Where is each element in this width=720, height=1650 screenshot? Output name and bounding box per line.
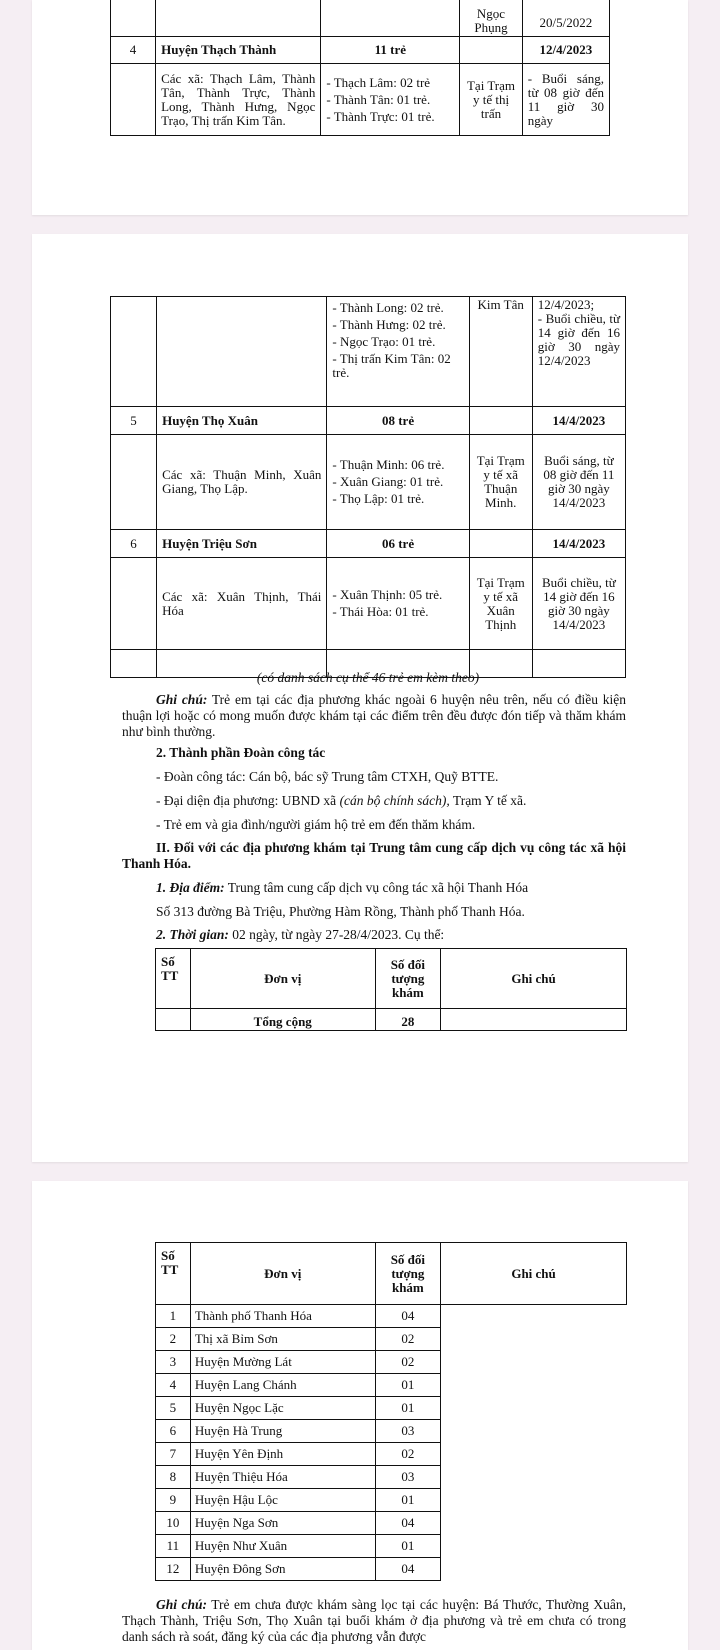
communes-cell: Các xã: Thuận Minh, Xuân Giang, Thọ Lập. (157, 435, 327, 530)
row-unit: Huyện Như Xuân (190, 1535, 375, 1558)
table-row (156, 1558, 627, 1581)
district-date: 14/4/2023 (532, 407, 625, 435)
col-count: Số đối tượng khám (375, 1243, 440, 1305)
row-unit: Huyện Lang Chánh (190, 1374, 375, 1397)
table-row (156, 1397, 627, 1420)
section-2-title: 2. Thành phần Đoàn công tác (156, 745, 326, 760)
detail-line: - Thị trấn Kim Tân: 02 trẻ. (332, 351, 451, 380)
place-cell: Tại Trạm y tế thị trấn (460, 64, 522, 136)
row-count: 02 (375, 1443, 440, 1466)
table-row (156, 1443, 627, 1466)
district-name: Huyện Thọ Xuân (157, 407, 327, 435)
row-unit: Thị xã Bỉm Sơn (190, 1328, 375, 1351)
center-table-header (155, 948, 627, 1031)
row-no: 9 (156, 1489, 191, 1512)
detail-line: - Thạch Lâm: 02 trẻ (326, 74, 431, 90)
col-unit: Đơn vị (190, 1243, 375, 1305)
row-no: 2 (156, 1328, 191, 1351)
col-no: Số TT (156, 1243, 191, 1305)
table-row (156, 1420, 627, 1443)
district-count: 06 trẻ (327, 530, 469, 558)
place-cell: Kim Tân (469, 297, 532, 407)
col-count: Số đối tượng khám (375, 949, 440, 1009)
district-no: 5 (111, 407, 157, 435)
detail-line: - Ngọc Trạo: 01 trẻ. (332, 334, 436, 349)
detail-line: - Xuân Thịnh: 05 trẻ. (332, 587, 443, 602)
address-line: Số 313 đường Bà Triệu, Phường Hàm Rồng, Thành phố Thanh Hóa. (156, 904, 525, 919)
row-no: 6 (156, 1420, 191, 1443)
schedule-table-2 (110, 296, 626, 678)
row-unit: Huyện Mường Lát (190, 1351, 375, 1374)
detail-line: - Thọ Lập: 01 trẻ. (332, 491, 425, 506)
col-note: Ghi chú (441, 1243, 627, 1305)
attached-list-note: (có danh sách cụ thể 46 trẻ em kèm theo) (256, 670, 480, 685)
detail-line: - Thành Hưng: 02 trẻ. (332, 317, 446, 332)
row-unit: Thành phố Thanh Hóa (190, 1305, 375, 1328)
table-row (156, 1305, 627, 1328)
table-row (156, 1512, 627, 1535)
details-cell (327, 558, 469, 650)
row-no: 7 (156, 1443, 191, 1466)
time-cell: Buổi sáng, từ 08 giờ đến 11 giờ 30 ngày 14/4/2023 (532, 435, 625, 530)
details-cell (327, 297, 469, 407)
table-row (156, 1535, 627, 1558)
units-body (156, 1305, 627, 1581)
col-unit: Đơn vị (190, 949, 375, 1009)
district-count: 08 trẻ (327, 407, 469, 435)
total-value: 28 (375, 1009, 440, 1031)
row-count: 01 (375, 1535, 440, 1558)
row-no: 3 (156, 1351, 191, 1374)
note-paragraph: Ghi chú: Trẻ em tại các địa phương khác ngoài 6 huyện nêu trên, nếu có điều kiện thuận lợi hoặc có mong muốn được khám tại các điểm trên đều được đón tiếp và thăm khám như bình thường. (122, 692, 627, 739)
row-count: 02 (375, 1351, 440, 1374)
district-name: Huyện Thạch Thành (156, 37, 321, 64)
detail-line: - Thái Hòa: 01 trẻ. (332, 604, 429, 619)
row-no: 10 (156, 1512, 191, 1535)
row-no: 12 (156, 1558, 191, 1581)
row-count: 04 (375, 1512, 440, 1535)
row-no: 8 (156, 1466, 191, 1489)
district-date: 14/4/2023 (532, 530, 625, 558)
detail-line: - Thành Long: 02 trẻ. (332, 300, 444, 315)
row-unit: Huyện Thiệu Hóa (190, 1466, 375, 1489)
row-count: 04 (375, 1305, 440, 1328)
detail-line: - Xuân Giang: 01 trẻ. (332, 474, 444, 489)
schedule-table-1 (110, 0, 610, 136)
row-no: 1 (156, 1305, 191, 1328)
row-no: 11 (156, 1535, 191, 1558)
row-unit: Huyện Yên Định (190, 1443, 375, 1466)
table-row (156, 1351, 627, 1374)
detail-line: - Thành Tân: 01 trẻ. (326, 91, 431, 107)
location-line: 1. Địa điểm: Trung tâm cung cấp dịch vụ công tác xã hội Thanh Hóa (156, 880, 529, 895)
place-cell: Ngọc Phụng (460, 0, 522, 37)
row-count: 03 (375, 1466, 440, 1489)
row-count: 01 (375, 1489, 440, 1512)
center-units-table (155, 1242, 627, 1581)
district-name: Huyện Triệu Sơn (157, 530, 327, 558)
row-no: 5 (156, 1397, 191, 1420)
communes-cell: Các xã: Xuân Thịnh, Thái Hóa (157, 558, 327, 650)
bullet-children: - Trẻ em và gia đình/người giám hộ trẻ em đến thăm khám. (156, 817, 476, 832)
bullet-delegation: - Đoàn công tác: Cán bộ, bác sỹ Trung tâm CTXH, Quỹ BTTE. (156, 769, 499, 784)
details-cell (327, 435, 469, 530)
table-row (156, 1374, 627, 1397)
row-count: 02 (375, 1328, 440, 1351)
district-count: 11 trẻ (321, 37, 460, 64)
communes-cell: Các xã: Thạch Lâm, Thành Tân, Thành Trực, Thành Long, Thành Hưng, Ngọc Trạo, Thị trấn Kim Tân. (156, 64, 321, 136)
table-row (156, 1466, 627, 1489)
total-label: Tổng cộng (190, 1009, 375, 1031)
district-no: 4 (111, 37, 156, 64)
note-paragraph: Ghi chú: Trẻ em chưa được khám sàng lọc tại các huyện: Bá Thước, Thường Xuân, Thạch Thành, Triệu Sơn, Thọ Xuân tại buổi khám ở địa phương và trẻ em chưa có trong danh sách rà soát, đăng ký của các địa phương vẫn được (122, 1597, 626, 1644)
time-line: 2. Thời gian: 02 ngày, từ ngày 27-28/4/2023. Cụ thể: (156, 927, 445, 942)
time-cell: 12/4/2023; - Buổi chiều, từ 14 giờ đến 16 giờ 30 ngày 12/4/2023 (532, 297, 625, 407)
row-unit: Huyện Hậu Lộc (190, 1489, 375, 1512)
table-row (156, 1328, 627, 1351)
section-II-title: II. Đối với các địa phương khám tại Trung tâm cung cấp dịch vụ công tác xã hội Thanh Hóa. (122, 840, 626, 871)
row-unit: Huyện Ngọc Lặc (190, 1397, 375, 1420)
time-cell: - Buổi sáng, từ 08 giờ đến 11 giờ 30 ngày (522, 64, 609, 136)
col-no: Số TT (156, 949, 191, 1009)
document-page-3 (32, 1181, 688, 1650)
row-count: 01 (375, 1397, 440, 1420)
time-cell: 20/5/2022 (522, 0, 609, 37)
row-count: 04 (375, 1558, 440, 1581)
row-unit: Huyện Đông Sơn (190, 1558, 375, 1581)
place-cell: Tại Trạm y tế xã Thuận Minh. (469, 435, 532, 530)
row-unit: Huyện Hà Trung (190, 1420, 375, 1443)
document-page-2 (32, 234, 688, 1162)
row-count: 01 (375, 1374, 440, 1397)
row-no: 4 (156, 1374, 191, 1397)
row-unit: Huyện Nga Sơn (190, 1512, 375, 1535)
document-page-1 (32, 0, 688, 215)
time-cell: Buổi chiều, từ 14 giờ đến 16 giờ 30 ngày 14/4/2023 (532, 558, 625, 650)
col-note: Ghi chú (441, 949, 627, 1009)
district-date: 12/4/2023 (522, 37, 609, 64)
row-count: 03 (375, 1420, 440, 1443)
table-row (156, 1489, 627, 1512)
place-cell: Tại Trạm y tế xã Xuân Thịnh (469, 558, 532, 650)
district-no: 6 (111, 530, 157, 558)
detail-line: - Thuận Minh: 06 trẻ. (332, 457, 445, 472)
bullet-local: - Đại diện địa phương: UBND xã (cán bộ chính sách), Trạm Y tế xã. (156, 793, 527, 808)
details-cell (321, 64, 460, 136)
detail-line: - Thành Trực: 01 trẻ. (326, 108, 435, 124)
